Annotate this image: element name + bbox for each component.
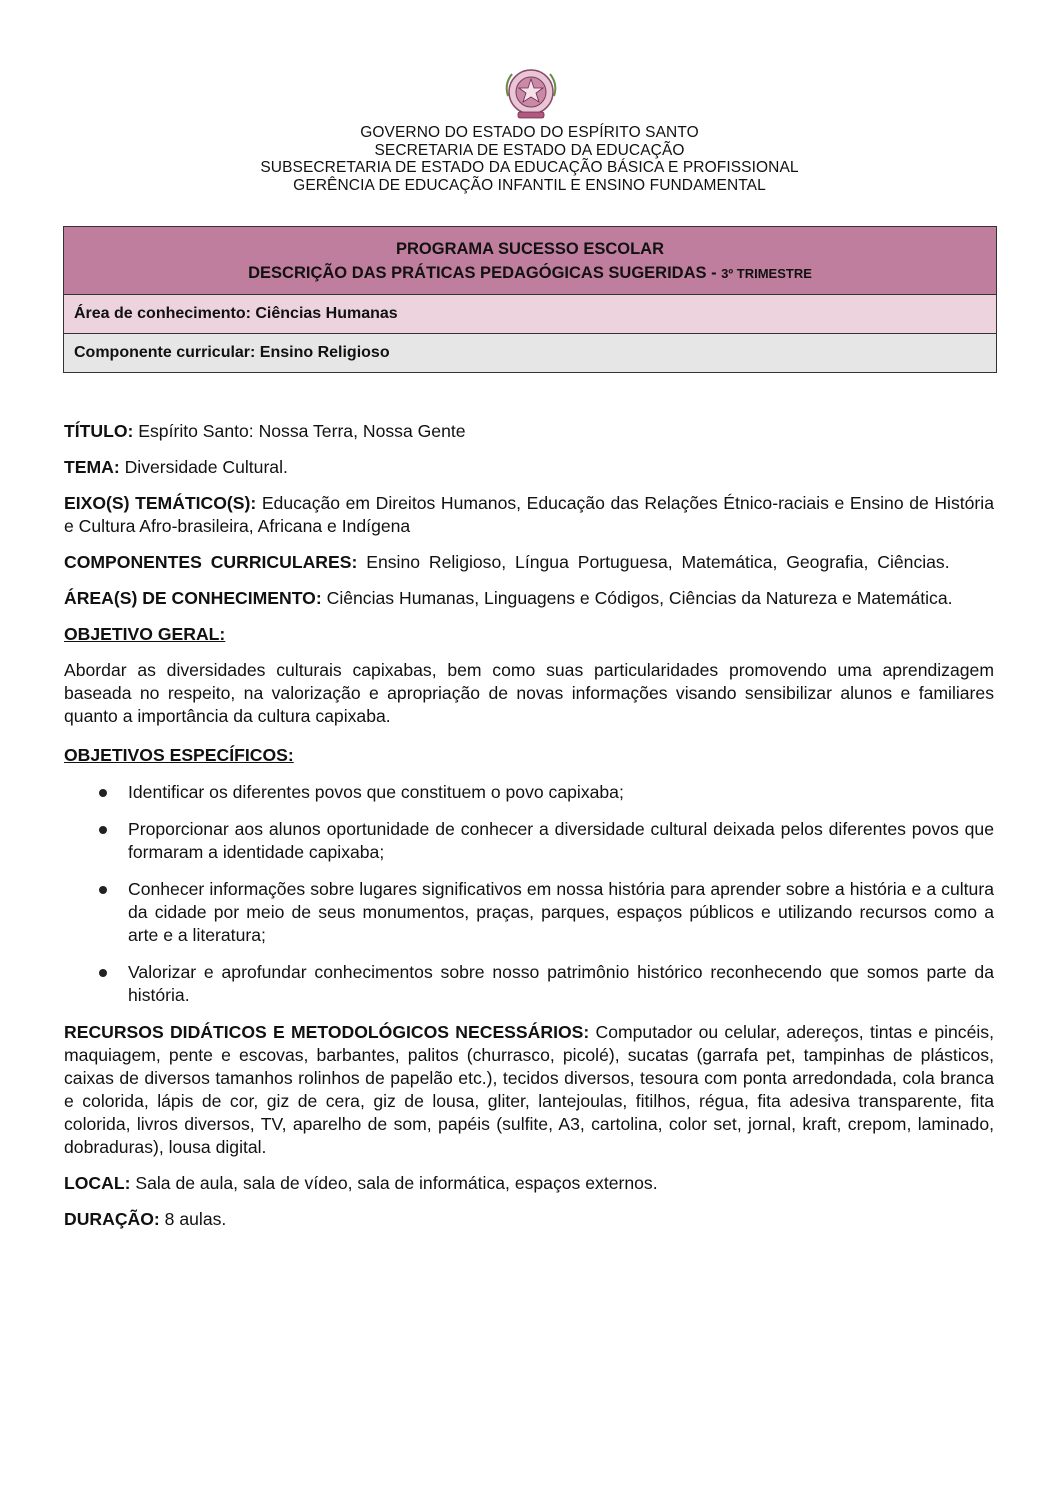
objetivos-especificos-heading [64,744,994,767]
list-item [64,961,994,1007]
areas-field [64,587,994,610]
eixo-field [64,492,994,538]
list-item [64,878,994,947]
tema-label: TEMA: [64,457,120,477]
program-header [64,227,996,295]
titulo-value: Espírito Santo: Nossa Terra, Nossa Gente [133,421,466,441]
header-line-2: SECRETARIA DE ESTADO DA EDUCAÇÃO [374,141,685,159]
eixo-value: Educação em Direitos Humanos, Educação das Relações Étnico-raciais e Ensino de História e Cultura Afro-brasileira, Africana e Indígena [64,493,994,536]
bullet-icon [99,789,107,797]
tema-value: Diversidade Cultural. [119,457,288,477]
objetivo-geral-heading [64,623,994,646]
list-item [64,781,994,804]
duracao-value: 8 aulas. [159,1209,227,1229]
header-line-4: GERÊNCIA DE EDUCAÇÃO INFANTIL E ENSINO FUNDAMENTAL [293,176,766,194]
trimester-label: 3º TRIMESTRE [721,266,812,281]
knowledge-area-row: Área de conhecimento: Ciências Humanas [64,295,996,334]
list-item-text: Identificar os diferentes povos que constituem o povo capixaba; [128,782,624,802]
recursos-field [64,1021,994,1159]
list-item [64,818,994,864]
local-value: Sala de aula, sala de vídeo, sala de informática, espaços externos. [130,1173,658,1193]
objetivo-geral-text: Abordar as diversidades culturais capixabas, bem como suas particularidades promovendo uma aprendizagem baseada no respeito, na valorização e apropriação de novas informações visando sensibilizar alunos e familiares quanto a importância da cultura capixaba. [64,660,994,726]
program-subtitle-text: DESCRIÇÃO DAS PRÁTICAS PEDAGÓGICAS SUGERIDAS - [248,264,722,282]
componentes-value: Ensino Religioso, Língua Portuguesa, Matemática, Geografia, Ciências. [357,552,950,572]
recursos-value: Computador ou celular, adereços, tintas e pincéis, maquiagem, pente e escovas, barbantes, palitos (churrasco, picolé), sucatas (garrafa pet, tampinhas de plásticos, caixas de diversos tamanhos rolinhos de papelão etc.), tecidos diversos, tesoura com ponta arredondada, cola branca e colorida, lápis de cor, giz de cera, giz de lousa, gliter, lantejoulas, fitilhos, régua, fita adesiva transparente, fita colorida, livros diversos, TV, aparelho de som, papéis (sulfite, A3, cartolina, color set, jornal, kraft, crepom, laminado, dobraduras), lousa digital. [64,1022,994,1157]
areas-label: ÁREA(S) DE CONHECIMENTO: [64,588,322,608]
coat-of-arms-emblem [500,62,562,124]
bullet-icon [99,826,107,834]
objetivo-geral-label: OBJETIVO GERAL: [64,624,226,644]
objetivos-especificos-list [64,781,994,1007]
titulo-field [64,420,994,443]
bullet-icon [99,886,107,894]
list-item-text: Conhecer informações sobre lugares significativos em nossa história para aprender sobre a história e a cultura da cidade por meio de seus monumentos, praças, parques, espaços públicos e utilizando recursos como a arte e a literatura; [128,879,994,945]
local-label: LOCAL: [64,1173,131,1193]
program-title: PROGRAMA SUCESSO ESCOLAR [396,240,664,258]
curricular-component-row: Componente curricular: Ensino Religioso [64,334,996,372]
header-line-3: SUBSECRETARIA DE ESTADO DA EDUCAÇÃO BÁSICA E PROFISSIONAL [260,159,799,176]
tema-field [64,456,994,479]
duracao-field [64,1208,994,1231]
objetivos-especificos-label: OBJETIVOS ESPECÍFICOS: [64,745,294,765]
componentes-label: COMPONENTES CURRICULARES: [64,552,358,572]
recursos-label: RECURSOS DIDÁTICOS E METODOLÓGICOS NECESSÁRIOS: [64,1022,590,1042]
titulo-label: TÍTULO: [64,421,134,441]
document-body [64,420,994,1244]
list-item-text: Proporcionar aos alunos oportunidade de conhecer a diversidade cultural deixada pelos diferentes povos que formaram a identidade capixaba; [128,819,994,862]
componentes-field [64,551,994,574]
program-subtitle [64,261,996,286]
eixo-label: EIXO(S) TEMÁTICO(S): [64,493,257,513]
program-info-box [63,226,997,373]
government-header [0,124,1059,194]
local-field [64,1172,994,1195]
header-line-1: GOVERNO DO ESTADO DO ESPÍRITO SANTO [360,124,699,141]
list-item-text: Valorizar e aprofundar conhecimentos sobre nosso patrimônio histórico reconhecendo que somos parte da história. [128,962,994,1005]
bullet-icon [99,969,107,977]
areas-value: Ciências Humanas, Linguagens e Códigos, Ciências da Natureza e Matemática. [321,588,953,608]
duracao-label: DURAÇÃO: [64,1209,160,1229]
